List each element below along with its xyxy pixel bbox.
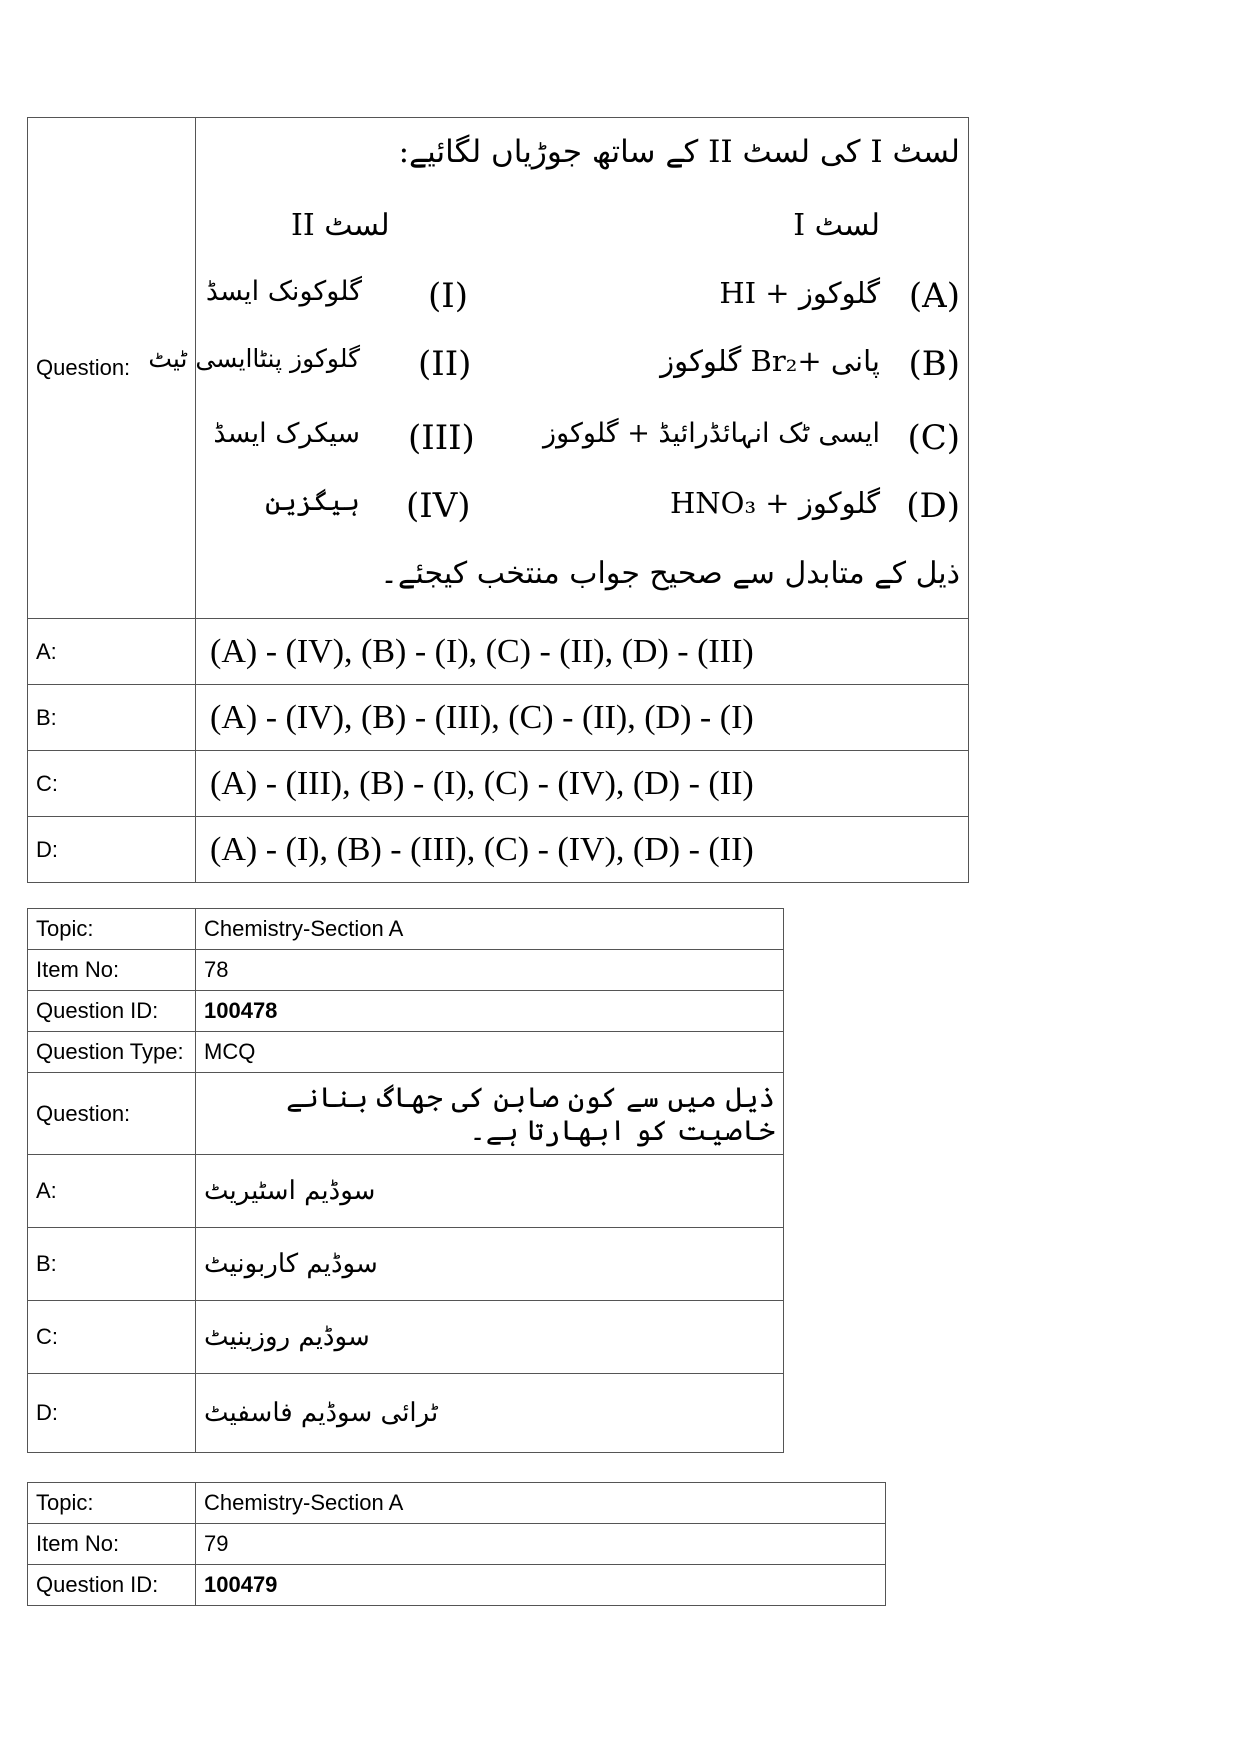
option-c-text: سوڈیم روزینیٹ: [204, 1322, 370, 1352]
question-text: ذیل میں سے کون صابن کی جھاگ بنانے خاصیت کو ابھارتا ہے۔: [196, 1073, 784, 1155]
option-a-text: سوڈیم اسٹیریٹ: [204, 1176, 376, 1206]
list-1-item-d-num: (D): [906, 486, 960, 526]
list-2-header: لسٹ II: [291, 208, 390, 243]
option-a-label: A:: [28, 1155, 196, 1228]
topic-label: Topic:: [28, 1483, 196, 1524]
list-1-item-c-num: (C): [907, 418, 960, 458]
list-1-item-b-text: پانی +Br₂ گلوکوز: [660, 344, 880, 378]
list-2-item-3-num: (III): [408, 418, 475, 458]
item-no-label: Item No:: [28, 1524, 196, 1565]
question-table-1: [27, 117, 969, 883]
list-1-item-c-text: ایسی ٹک انہائڈرائیڈ + گلوکوز: [543, 418, 880, 449]
question-label: Question:: [28, 118, 196, 619]
option-d-label: D:: [28, 817, 196, 883]
question-heading: لسٹ I کی لسٹ II کے ساتھ جوڑیاں لگائیے:: [398, 134, 960, 170]
question-type-value: MCQ: [196, 1032, 784, 1073]
option-d-text: ٹرائی سوڈیم فاسفیٹ: [204, 1398, 439, 1428]
option-b-label: B:: [28, 1228, 196, 1301]
option-b-text: (A) - (IV), (B) - (III), (C) - (II), (D) - (I): [196, 685, 969, 751]
list-1-item-a-text: گلوکوز + HI: [719, 276, 880, 310]
option-c-label: C:: [28, 751, 196, 817]
option-c-label: C:: [28, 1301, 196, 1374]
list-2-item-1-text: گلوکونک ایسڈ: [205, 276, 362, 307]
list-1-item-a-num: (A): [908, 276, 960, 316]
item-no-value: 78: [196, 950, 784, 991]
list-1-header: لسٹ I: [793, 208, 880, 243]
item-no-value: 79: [196, 1524, 886, 1565]
list-1-item-d-text: گلوکوز + HNO₃: [670, 486, 880, 520]
question-table-2: [27, 908, 784, 1453]
option-a-cell: [196, 1155, 784, 1228]
question-label: Question:: [28, 1073, 196, 1155]
list-2-item-4-text: ہیگزین: [265, 486, 360, 517]
list-2-item-2-text: گلوکوز پنٹاایسی ٹیٹ: [148, 344, 360, 373]
list-2-item-2-num: (II): [418, 344, 472, 384]
question-id-label: Question ID:: [28, 1565, 196, 1606]
item-no-label: Item No:: [28, 950, 196, 991]
topic-value: Chemistry-Section A: [196, 1483, 886, 1524]
option-b-cell: [196, 1228, 784, 1301]
option-a-label: A:: [28, 619, 196, 685]
question-id-label: Question ID:: [28, 991, 196, 1032]
question-table-3: [27, 1482, 886, 1606]
question-content: [148, 118, 969, 619]
option-c-text: (A) - (III), (B) - (I), (C) - (IV), (D) - (II): [196, 751, 969, 817]
list-2-item-1-num: (I): [428, 276, 468, 316]
option-d-label: D:: [28, 1374, 196, 1453]
question-id-value: 100478: [196, 991, 784, 1032]
option-d-cell: [196, 1374, 784, 1453]
question-id-value: 100479: [196, 1565, 886, 1606]
topic-value: Chemistry-Section A: [196, 909, 784, 950]
question-instruction: ذیل کے متابدل سے صحیح جواب منتخب کیجئے۔: [380, 556, 960, 591]
option-b-label: B:: [28, 685, 196, 751]
option-b-text: سوڈیم کاربونیٹ: [204, 1249, 378, 1279]
question-type-label: Question Type:: [28, 1032, 196, 1073]
option-c-cell: [196, 1301, 784, 1374]
option-d-text: (A) - (I), (B) - (III), (C) - (IV), (D) - (II): [196, 817, 969, 883]
list-2-item-3-text: سیکرک ایسڈ: [213, 418, 360, 449]
list-2-item-4-num: (IV): [406, 486, 471, 526]
list-1-item-b-num: (B): [908, 344, 960, 384]
topic-label: Topic:: [28, 909, 196, 950]
option-a-text: (A) - (IV), (B) - (I), (C) - (II), (D) - (III): [196, 619, 969, 685]
